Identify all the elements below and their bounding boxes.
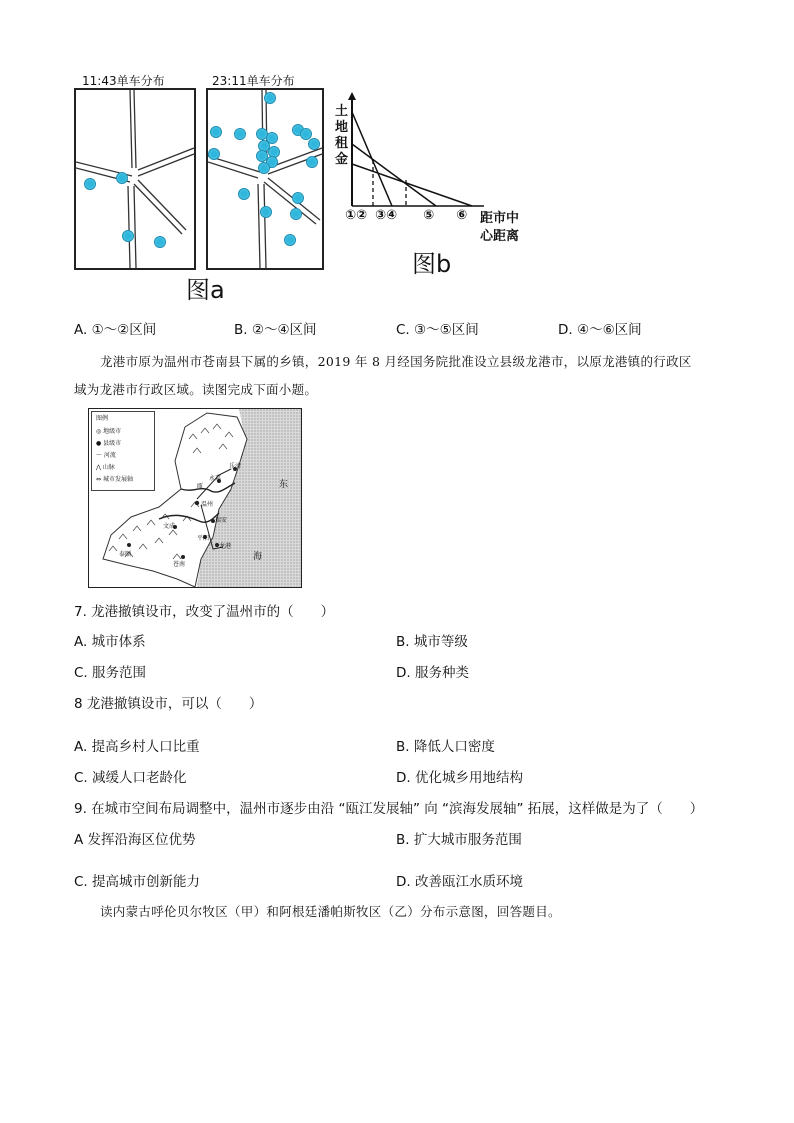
intro-text-2: 读内蒙古呼伦贝尔牧区（甲）和阿根廷潘帕斯牧区（乙）分布示意图，回答题目。: [100, 904, 561, 919]
x-axis-label: 距市中 心距离: [480, 211, 520, 244]
intro-text-line-1: 龙港市原为温州市苍南县下属的乡镇，2019 年 8 月经国务院批准设立县级龙港市，以原龙港镇的行政区: [100, 354, 692, 369]
x-ticks: ①② ③④ ⑤ ⑥: [345, 208, 468, 223]
y-axis-arrow: [348, 92, 356, 100]
bike-map-2311: [206, 88, 324, 270]
rent-curve-residential: [352, 144, 436, 206]
bike-dot: [234, 128, 246, 140]
q8-option-a: A. 提高乡村人口比重: [74, 739, 200, 755]
q6-option-d: D. ④～⑥区间: [558, 322, 642, 338]
bike-dot: [122, 230, 134, 242]
map-legend: [91, 411, 155, 491]
intro-text-line-2: 域为龙港市行政区域。读图完成下面小题。: [74, 382, 318, 397]
q9-option-a: A 发挥沿海区位优势: [74, 832, 196, 848]
panel1-title: 11:43单车分布: [82, 74, 165, 88]
place-label: 永嘉: [209, 475, 222, 482]
place-label: 瓯: [197, 483, 204, 490]
bike-dot: [154, 236, 166, 248]
wenzhou-map: [88, 408, 302, 588]
place-label: 乐清: [229, 463, 242, 470]
place-label: 龙港: [219, 543, 232, 550]
figure-a-caption: 图a: [186, 276, 225, 304]
place-label: 泰顺: [119, 551, 132, 558]
road-network-2: [208, 90, 322, 268]
place-label: 苍南: [173, 561, 186, 568]
q8-option-b: B. 降低人口密度: [396, 739, 495, 755]
sea-label: 海: [253, 552, 263, 562]
rent-curve-industrial: [352, 164, 472, 206]
bike-dot: [308, 138, 320, 150]
q8-stem: 8 龙港撤镇设市，可以（ ）: [74, 696, 263, 712]
legend-title: 图例: [96, 415, 109, 422]
q9-option-c: C. 提高城市创新能力: [74, 874, 201, 890]
place-label: 文成: [163, 523, 176, 530]
q9-option-d: D. 改善瓯江水质环境: [396, 874, 523, 890]
legend-item-axis: ⇔ 城市发展轴: [96, 476, 133, 483]
bike-dot: [210, 126, 222, 138]
legend-item-mountain: ⋀ 山脉: [96, 464, 115, 471]
bid-rent-chart: [344, 92, 494, 212]
bike-dot: [208, 148, 220, 160]
y-axis-label: 土 地 租 金: [335, 104, 349, 167]
q6-option-a: A. ①～②区间: [74, 322, 157, 338]
bike-dot: [290, 208, 302, 220]
q6-option-b: B. ②～④区间: [234, 322, 317, 338]
bike-map-1143: [74, 88, 196, 270]
bike-dot: [260, 206, 272, 218]
q9-option-b: B. 扩大城市服务范围: [396, 832, 522, 848]
legend-item-county: ● 县级市: [96, 440, 122, 447]
bike-dot: [84, 178, 96, 190]
sea-label: 东: [279, 480, 289, 490]
panel2-title: 23:11单车分布: [212, 74, 295, 88]
bike-dot: [116, 172, 128, 184]
place-label: 瑞安: [215, 517, 228, 524]
bike-dot: [264, 92, 276, 104]
q7-option-a: A. 城市体系: [74, 634, 146, 650]
q7-option-c: C. 服务范围: [74, 665, 147, 681]
q7-option-d: D. 服务种类: [396, 665, 469, 681]
figure-b-caption: 图b: [412, 250, 452, 278]
legend-item-prefecture: ◎ 地级市: [96, 428, 122, 435]
legend-item-river: 〜 河流: [96, 452, 116, 459]
q7-option-b: B. 城市等级: [396, 634, 468, 650]
place-label: 温州: [201, 501, 214, 508]
q8-option-c: C. 减缓人口老龄化: [74, 770, 187, 786]
bike-dot: [238, 188, 250, 200]
q7-stem: 7. 龙港撤镇设市，改变了温州市的（ ）: [74, 604, 335, 620]
q6-option-c: C. ③～⑤区间: [396, 322, 479, 338]
q8-option-d: D. 优化城乡用地结构: [396, 770, 523, 786]
bike-dot: [306, 156, 318, 168]
q9-stem: 9. 在城市空间布局调整中，温州市逐步由沿 “瓯江发展轴” 向 “滨海发展轴” 拓展，这样做是为了（ ）: [74, 801, 704, 817]
place-label: 平阳: [197, 535, 210, 542]
bike-dot: [284, 234, 296, 246]
bike-dot: [258, 162, 270, 174]
bike-dot: [292, 192, 304, 204]
